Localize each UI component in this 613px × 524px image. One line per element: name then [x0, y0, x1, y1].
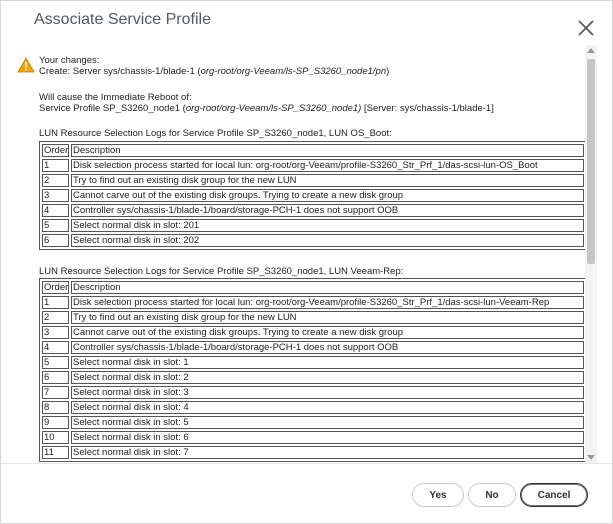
log-table-header-row: [42, 281, 584, 294]
scroll-up-arrow-icon[interactable]: [587, 48, 595, 53]
description-cell: Disk selection process started for local lun: org-root/org-Veeam/profile-S3260_Str_Prf_1/das-scsi-lun-OS_Boot: [71, 159, 584, 172]
column-header-order: Order: [44, 282, 69, 293]
vertical-scrollbar[interactable]: [585, 45, 597, 463]
description-cell: Select normal disk in slot: 6: [71, 431, 584, 444]
description-cell: Disk selection process started for local lun: org-root/org-Veeam/profile-S3260_Str_Prf_1/das-scsi-lun-Veeam-Rep: [71, 296, 584, 309]
description-cell: Select normal disk in slot: 1: [71, 356, 584, 369]
close-icon[interactable]: [576, 18, 596, 38]
log-heading-veeam-rep: LUN Resource Selection Logs for Service Profile SP_S3260_node1, LUN Veeam-Rep:: [39, 266, 404, 277]
changes-label: Your changes:: [39, 55, 100, 66]
order-cell: 4: [42, 204, 69, 217]
description-cell: Controller sys/chassis-1/blade-1/board/storage-PCH-1 does not support OOB: [71, 204, 584, 217]
table-row: [42, 356, 584, 369]
description-cell: Try to find out an existing disk group for the new LUN: [71, 311, 584, 324]
scrollbar-thumb[interactable]: [587, 59, 595, 264]
scroll-down-arrow-icon[interactable]: [587, 455, 595, 460]
order-cell: 8: [42, 401, 69, 414]
order-cell: 9: [42, 416, 69, 429]
description-cell: Cannot carve out of the existing disk groups. Trying to create a new disk group: [71, 189, 584, 202]
table-row: [42, 446, 584, 459]
order-cell: 5: [42, 356, 69, 369]
yes-button[interactable]: Yes: [412, 483, 464, 507]
order-cell: 3: [42, 326, 69, 339]
order-cell: 2: [42, 311, 69, 324]
order-cell: 4: [42, 341, 69, 354]
warning-triangle-icon: [17, 57, 35, 73]
order-cell: 7: [42, 386, 69, 399]
table-row: [42, 386, 584, 399]
table-row: [42, 189, 584, 202]
reboot-label: Will cause the Immediate Reboot of:: [39, 92, 192, 103]
description-cell: Select normal disk in slot: 7: [71, 446, 584, 459]
table-row: [42, 431, 584, 444]
table-row: [42, 401, 584, 414]
log-table-veeam-rep: [39, 278, 587, 462]
changes-detail: Create: Server sys/chassis-1/blade-1 (org-root/org-Veeam/ls-SP_S3260_node1/pn): [39, 66, 390, 77]
log-heading-os-boot: LUN Resource Selection Logs for Service Profile SP_S3260_node1, LUN OS_Boot:: [39, 128, 392, 139]
order-cell: 2: [42, 174, 69, 187]
column-header-order: Order: [44, 145, 69, 156]
order-cell: 11: [42, 446, 69, 459]
description-cell: Select normal disk in slot: 202: [71, 234, 584, 247]
table-row: [42, 219, 584, 232]
cancel-button[interactable]: Cancel: [520, 483, 588, 507]
table-row: [42, 371, 584, 384]
order-cell: 1: [42, 159, 69, 172]
table-row: [42, 174, 584, 187]
no-button[interactable]: No: [468, 483, 516, 507]
description-cell: Select normal disk in slot: 4: [71, 401, 584, 414]
table-row: [42, 311, 584, 324]
description-cell: Controller sys/chassis-1/blade-1/board/storage-PCH-1 does not support OOB: [71, 341, 584, 354]
description-cell: Select normal disk in slot: 201: [71, 219, 584, 232]
log-table-os-boot: [39, 141, 587, 250]
footer-divider: [1, 463, 612, 464]
description-cell: Try to find out an existing disk group for the new LUN: [71, 174, 584, 187]
reboot-detail: Service Profile SP_S3260_node1 (org-root/org-Veeam/ls-SP_S3260_node1) [Server: sys/chassis-1/blade-1]: [39, 103, 494, 114]
description-cell: Select normal disk in slot: 3: [71, 386, 584, 399]
dialog-title: Associate Service Profile: [34, 11, 211, 28]
description-cell: Select normal disk in slot: 5: [71, 416, 584, 429]
table-row: [42, 204, 584, 217]
order-cell: 10: [42, 431, 69, 444]
description-cell: Select normal disk in slot: 2: [71, 371, 584, 384]
order-cell: 6: [42, 234, 69, 247]
table-row: [42, 159, 584, 172]
order-cell: 5: [42, 219, 69, 232]
dialog-body-scroll-area[interactable]: [17, 45, 598, 463]
order-cell: 3: [42, 189, 69, 202]
changes-section: [39, 55, 584, 77]
order-cell: 6: [42, 371, 69, 384]
log-table-header-row: [42, 144, 584, 157]
description-cell: Cannot carve out of the existing disk groups. Trying to create a new disk group: [71, 326, 584, 339]
table-row: [42, 416, 584, 429]
table-row: [42, 234, 584, 247]
order-cell: 1: [42, 296, 69, 309]
table-row: [42, 341, 584, 354]
column-header-description: Description: [71, 144, 584, 157]
table-row: [42, 326, 584, 339]
table-row: [42, 296, 584, 309]
column-header-description: Description: [71, 281, 584, 294]
reboot-section: [39, 92, 584, 114]
